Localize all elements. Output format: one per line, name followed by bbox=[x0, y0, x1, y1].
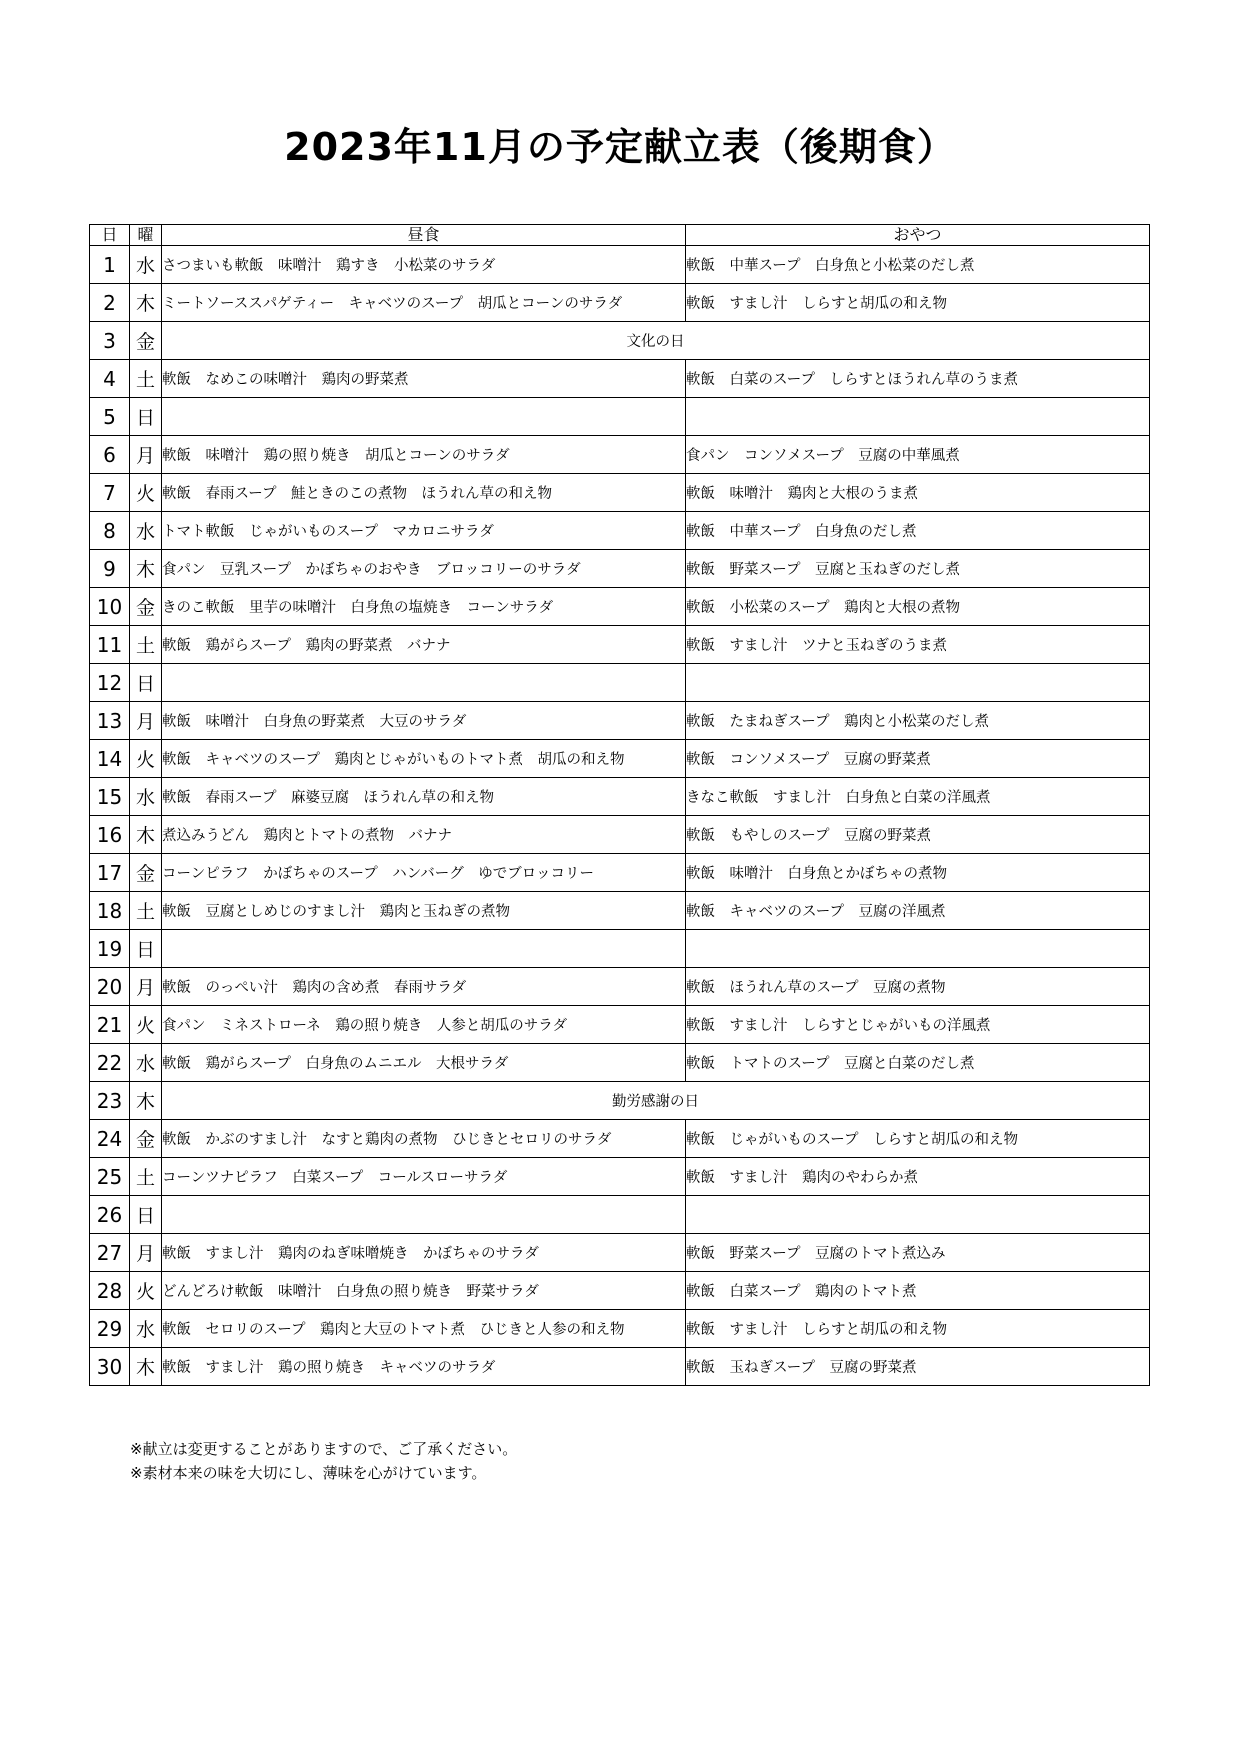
table-row bbox=[90, 398, 1150, 436]
weekday-cell: 火 bbox=[130, 1006, 162, 1044]
weekday-cell: 土 bbox=[130, 626, 162, 664]
snack-cell: 軟飯 すまし汁 しらすと胡瓜の和え物 bbox=[686, 284, 1150, 322]
lunch-cell bbox=[162, 398, 686, 436]
table-row bbox=[90, 892, 1150, 930]
table-row bbox=[90, 816, 1150, 854]
table-row bbox=[90, 474, 1150, 512]
weekday-cell: 土 bbox=[130, 360, 162, 398]
holiday-cell: 文化の日 bbox=[162, 322, 1150, 360]
table-row bbox=[90, 1044, 1150, 1082]
day-cell: 30 bbox=[90, 1348, 130, 1386]
weekday-cell: 月 bbox=[130, 436, 162, 474]
day-cell: 9 bbox=[90, 550, 130, 588]
weekday-cell: 日 bbox=[130, 664, 162, 702]
lunch-cell: 軟飯 なめこの味噌汁 鶏肉の野菜煮 bbox=[162, 360, 686, 398]
snack-cell: 軟飯 すまし汁 しらすと胡瓜の和え物 bbox=[686, 1310, 1150, 1348]
weekday-cell: 木 bbox=[130, 816, 162, 854]
lunch-cell bbox=[162, 664, 686, 702]
snack-cell: 軟飯 キャベツのスープ 豆腐の洋風煮 bbox=[686, 892, 1150, 930]
day-cell: 16 bbox=[90, 816, 130, 854]
table-row bbox=[90, 778, 1150, 816]
weekday-cell: 金 bbox=[130, 1120, 162, 1158]
weekday-cell: 金 bbox=[130, 588, 162, 626]
weekday-cell: 木 bbox=[130, 550, 162, 588]
snack-cell: 軟飯 たまねぎスープ 鶏肉と小松菜のだし煮 bbox=[686, 702, 1150, 740]
snack-cell: 軟飯 白菜のスープ しらすとほうれん草のうま煮 bbox=[686, 360, 1150, 398]
header-snack: おやつ bbox=[686, 225, 1150, 246]
day-cell: 4 bbox=[90, 360, 130, 398]
lunch-cell: 軟飯 鶏がらスープ 白身魚のムニエル 大根サラダ bbox=[162, 1044, 686, 1082]
day-cell: 19 bbox=[90, 930, 130, 968]
weekday-cell: 水 bbox=[130, 1310, 162, 1348]
day-cell: 11 bbox=[90, 626, 130, 664]
lunch-cell: 軟飯 春雨スープ 鮭ときのこの煮物 ほうれん草の和え物 bbox=[162, 474, 686, 512]
note-line: ※献立は変更することがありますので、ご了承ください。 bbox=[130, 1440, 518, 1458]
lunch-cell: 食パン ミネストローネ 鶏の照り焼き 人参と胡瓜のサラダ bbox=[162, 1006, 686, 1044]
table-row bbox=[90, 930, 1150, 968]
header-lunch: 昼食 bbox=[162, 225, 686, 246]
snack-cell: 軟飯 中華スープ 白身魚のだし煮 bbox=[686, 512, 1150, 550]
table-row bbox=[90, 664, 1150, 702]
table-row bbox=[90, 588, 1150, 626]
lunch-cell: きのこ軟飯 里芋の味噌汁 白身魚の塩焼き コーンサラダ bbox=[162, 588, 686, 626]
lunch-cell: 食パン 豆乳スープ かぼちゃのおやき ブロッコリーのサラダ bbox=[162, 550, 686, 588]
weekday-cell: 日 bbox=[130, 1196, 162, 1234]
holiday-cell: 勤労感謝の日 bbox=[162, 1082, 1150, 1120]
lunch-cell: 軟飯 味噌汁 鶏の照り焼き 胡瓜とコーンのサラダ bbox=[162, 436, 686, 474]
day-cell: 7 bbox=[90, 474, 130, 512]
weekday-cell: 月 bbox=[130, 702, 162, 740]
lunch-cell: 軟飯 のっぺい汁 鶏肉の含め煮 春雨サラダ bbox=[162, 968, 686, 1006]
snack-cell: 軟飯 玉ねぎスープ 豆腐の野菜煮 bbox=[686, 1348, 1150, 1386]
weekday-cell: 木 bbox=[130, 284, 162, 322]
weekday-cell: 金 bbox=[130, 322, 162, 360]
table-row bbox=[90, 854, 1150, 892]
snack-cell bbox=[686, 1196, 1150, 1234]
weekday-cell: 月 bbox=[130, 1234, 162, 1272]
weekday-cell: 火 bbox=[130, 1272, 162, 1310]
lunch-cell: 軟飯 すまし汁 鶏の照り焼き キャベツのサラダ bbox=[162, 1348, 686, 1386]
table-row bbox=[90, 1158, 1150, 1196]
table-row bbox=[90, 740, 1150, 778]
weekday-cell: 水 bbox=[130, 1044, 162, 1082]
table-row bbox=[90, 626, 1150, 664]
lunch-cell: 軟飯 鶏がらスープ 鶏肉の野菜煮 バナナ bbox=[162, 626, 686, 664]
weekday-cell: 水 bbox=[130, 246, 162, 284]
lunch-cell bbox=[162, 1196, 686, 1234]
table-row bbox=[90, 702, 1150, 740]
weekday-cell: 木 bbox=[130, 1082, 162, 1120]
snack-cell: 軟飯 野菜スープ 豆腐のトマト煮込み bbox=[686, 1234, 1150, 1272]
lunch-cell: 煮込みうどん 鶏肉とトマトの煮物 バナナ bbox=[162, 816, 686, 854]
notes bbox=[130, 1437, 517, 1485]
day-cell: 2 bbox=[90, 284, 130, 322]
day-cell: 14 bbox=[90, 740, 130, 778]
snack-cell: 食パン コンソメスープ 豆腐の中華風煮 bbox=[686, 436, 1150, 474]
header-day: 日 bbox=[90, 225, 130, 246]
note-line: ※素材本来の味を大切にし、薄味を心がけています。 bbox=[130, 1464, 487, 1482]
day-cell: 5 bbox=[90, 398, 130, 436]
day-cell: 23 bbox=[90, 1082, 130, 1120]
header-weekday: 曜 bbox=[130, 225, 162, 246]
snack-cell: 軟飯 じゃがいものスープ しらすと胡瓜の和え物 bbox=[686, 1120, 1150, 1158]
table-row bbox=[90, 322, 1150, 360]
table-row bbox=[90, 968, 1150, 1006]
snack-cell: 軟飯 コンソメスープ 豆腐の野菜煮 bbox=[686, 740, 1150, 778]
day-cell: 21 bbox=[90, 1006, 130, 1044]
table-row bbox=[90, 1234, 1150, 1272]
lunch-cell: 軟飯 味噌汁 白身魚の野菜煮 大豆のサラダ bbox=[162, 702, 686, 740]
snack-cell: 軟飯 すまし汁 ツナと玉ねぎのうま煮 bbox=[686, 626, 1150, 664]
weekday-cell: 土 bbox=[130, 892, 162, 930]
menu-body bbox=[90, 246, 1150, 1386]
lunch-cell: コーンツナピラフ 白菜スープ コールスローサラダ bbox=[162, 1158, 686, 1196]
day-cell: 3 bbox=[90, 322, 130, 360]
table-row bbox=[90, 246, 1150, 284]
lunch-cell: 軟飯 豆腐としめじのすまし汁 鶏肉と玉ねぎの煮物 bbox=[162, 892, 686, 930]
lunch-cell: トマト軟飯 じゃがいものスープ マカロニサラダ bbox=[162, 512, 686, 550]
table-row bbox=[90, 1006, 1150, 1044]
lunch-cell: 軟飯 セロリのスープ 鶏肉と大豆のトマト煮 ひじきと人参の和え物 bbox=[162, 1310, 686, 1348]
day-cell: 6 bbox=[90, 436, 130, 474]
snack-cell bbox=[686, 664, 1150, 702]
day-cell: 20 bbox=[90, 968, 130, 1006]
weekday-cell: 月 bbox=[130, 968, 162, 1006]
table-row bbox=[90, 436, 1150, 474]
table-row bbox=[90, 1082, 1150, 1120]
table-row bbox=[90, 512, 1150, 550]
table-row bbox=[90, 360, 1150, 398]
lunch-cell: 軟飯 かぶのすまし汁 なすと鶏肉の煮物 ひじきとセロリのサラダ bbox=[162, 1120, 686, 1158]
day-cell: 24 bbox=[90, 1120, 130, 1158]
day-cell: 22 bbox=[90, 1044, 130, 1082]
snack-cell bbox=[686, 930, 1150, 968]
weekday-cell: 日 bbox=[130, 930, 162, 968]
snack-cell: 軟飯 白菜スープ 鶏肉のトマト煮 bbox=[686, 1272, 1150, 1310]
lunch-cell: 軟飯 すまし汁 鶏肉のねぎ味噌焼き かぼちゃのサラダ bbox=[162, 1234, 686, 1272]
weekday-cell: 水 bbox=[130, 778, 162, 816]
day-cell: 18 bbox=[90, 892, 130, 930]
table-row bbox=[90, 1348, 1150, 1386]
table-row bbox=[90, 550, 1150, 588]
snack-cell: 軟飯 すまし汁 鶏肉のやわらか煮 bbox=[686, 1158, 1150, 1196]
snack-cell: 軟飯 ほうれん草のスープ 豆腐の煮物 bbox=[686, 968, 1150, 1006]
weekday-cell: 日 bbox=[130, 398, 162, 436]
day-cell: 25 bbox=[90, 1158, 130, 1196]
weekday-cell: 火 bbox=[130, 740, 162, 778]
snack-cell: 軟飯 味噌汁 鶏肉と大根のうま煮 bbox=[686, 474, 1150, 512]
day-cell: 27 bbox=[90, 1234, 130, 1272]
lunch-cell: どんどろけ軟飯 味噌汁 白身魚の照り焼き 野菜サラダ bbox=[162, 1272, 686, 1310]
table-row bbox=[90, 1196, 1150, 1234]
table-row bbox=[90, 1120, 1150, 1158]
menu-table bbox=[89, 224, 1150, 1386]
weekday-cell: 木 bbox=[130, 1348, 162, 1386]
table-header-row bbox=[90, 225, 1150, 246]
snack-cell: 軟飯 小松菜のスープ 鶏肉と大根の煮物 bbox=[686, 588, 1150, 626]
day-cell: 10 bbox=[90, 588, 130, 626]
table-row bbox=[90, 1310, 1150, 1348]
snack-cell: 軟飯 中華スープ 白身魚と小松菜のだし煮 bbox=[686, 246, 1150, 284]
day-cell: 13 bbox=[90, 702, 130, 740]
weekday-cell: 土 bbox=[130, 1158, 162, 1196]
lunch-cell: コーンピラフ かぼちゃのスープ ハンバーグ ゆでブロッコリー bbox=[162, 854, 686, 892]
day-cell: 15 bbox=[90, 778, 130, 816]
lunch-cell: 軟飯 春雨スープ 麻婆豆腐 ほうれん草の和え物 bbox=[162, 778, 686, 816]
table-row bbox=[90, 1272, 1150, 1310]
lunch-cell bbox=[162, 930, 686, 968]
day-cell: 12 bbox=[90, 664, 130, 702]
snack-cell: 軟飯 すまし汁 しらすとじゃがいもの洋風煮 bbox=[686, 1006, 1150, 1044]
day-cell: 1 bbox=[90, 246, 130, 284]
weekday-cell: 火 bbox=[130, 474, 162, 512]
page-title: 2023年11月の予定献立表（後期食） bbox=[284, 125, 956, 169]
snack-cell: 軟飯 トマトのスープ 豆腐と白菜のだし煮 bbox=[686, 1044, 1150, 1082]
snack-cell: 軟飯 もやしのスープ 豆腐の野菜煮 bbox=[686, 816, 1150, 854]
day-cell: 8 bbox=[90, 512, 130, 550]
table-row bbox=[90, 284, 1150, 322]
snack-cell: 軟飯 味噌汁 白身魚とかぼちゃの煮物 bbox=[686, 854, 1150, 892]
snack-cell: 軟飯 野菜スープ 豆腐と玉ねぎのだし煮 bbox=[686, 550, 1150, 588]
lunch-cell: ミートソーススパゲティー キャベツのスープ 胡瓜とコーンのサラダ bbox=[162, 284, 686, 322]
day-cell: 26 bbox=[90, 1196, 130, 1234]
weekday-cell: 金 bbox=[130, 854, 162, 892]
weekday-cell: 水 bbox=[130, 512, 162, 550]
day-cell: 28 bbox=[90, 1272, 130, 1310]
lunch-cell: さつまいも軟飯 味噌汁 鶏すき 小松菜のサラダ bbox=[162, 246, 686, 284]
snack-cell: きなこ軟飯 すまし汁 白身魚と白菜の洋風煮 bbox=[686, 778, 1150, 816]
day-cell: 29 bbox=[90, 1310, 130, 1348]
snack-cell bbox=[686, 398, 1150, 436]
day-cell: 17 bbox=[90, 854, 130, 892]
lunch-cell: 軟飯 キャベツのスープ 鶏肉とじゃがいものトマト煮 胡瓜の和え物 bbox=[162, 740, 686, 778]
